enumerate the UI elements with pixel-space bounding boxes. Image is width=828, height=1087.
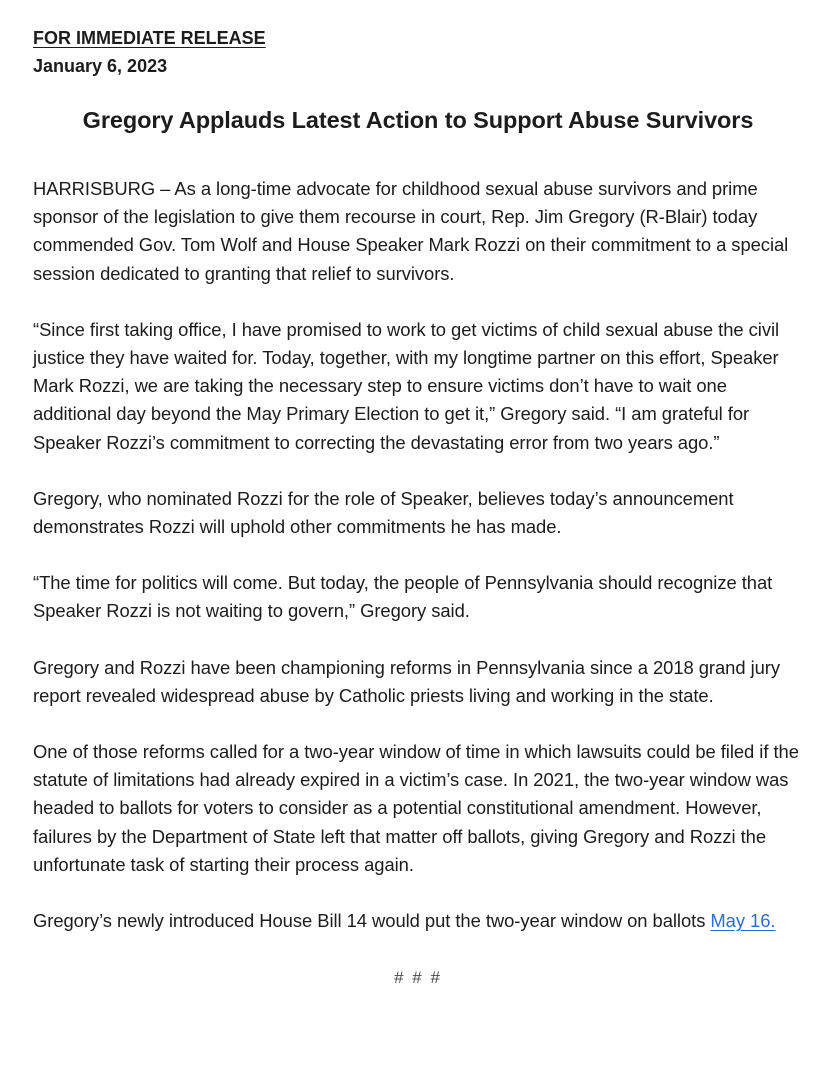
paragraph-nomination: Gregory, who nominated Rozzi for the role of Speaker, believes today’s announcement demonstrates Rozzi will uphold other commitments he has made. xyxy=(33,487,734,538)
paragraph-house-bill-text: Gregory’s newly introduced House Bill 14 would put the two-year window on ballots xyxy=(33,910,711,932)
paragraph-intro: HARRISBURG – As a long-time advocate for childhood sexual abuse survivors and prime sponsor of the legislation to give them recourse in court, Rep. Jim Gregory (R-Blair) today commended Gov. Tom Wolf and House Speaker Mark Rozzi on their commitment to a special session dedicated to granting that relief to survivors. xyxy=(33,178,789,284)
press-release xyxy=(33,24,803,992)
release-label: FOR IMMEDIATE RELEASE xyxy=(33,28,266,48)
paragraph-house-bill xyxy=(33,907,803,935)
headline: Gregory Applauds Latest Action to Support Abuse Survivors xyxy=(82,107,754,133)
may-16-link[interactable]: May 16. xyxy=(710,910,776,932)
paragraph-window: One of those reforms called for a two-year window of time in which lawsuits could be filed if the statute of limitations had already expired in a victim’s case. In 2021, the two-year window was headed to ballots for voters to consider as a potential constitutional amendment. However, failures by the Department of State left that matter off ballots, giving Gregory and Rozzi the unfortunate task of starting their process again. xyxy=(33,741,799,875)
paragraph-reforms: Gregory and Rozzi have been championing reforms in Pennsylvania since a 2018 grand jury report revealed widespread abuse by Catholic priests living and working in the state. xyxy=(33,656,781,706)
release-date: January 6, 2023 xyxy=(33,56,168,76)
paragraph-quote: “Since first taking office, I have promised to work to get victims of child sexual abuse the civil justice they have waited for. Today, together, with my longtime partner on this effort, Speaker Mark Rozzi, we are taking the necessary step to ensure victims don’t have to wait one additional day beyond the May Primary Election to get it,” Gregory said. “I am grateful for Speaker Rozzi’s commitment to correcting the devastating error from two years ago.” xyxy=(33,318,780,453)
paragraph-politics-quote: “The time for politics will come. But today, the people of Pennsylvania should recognize that Speaker Rozzi is not waiting to govern,” Gregory said. xyxy=(33,572,773,622)
end-mark: # # # xyxy=(394,968,442,988)
